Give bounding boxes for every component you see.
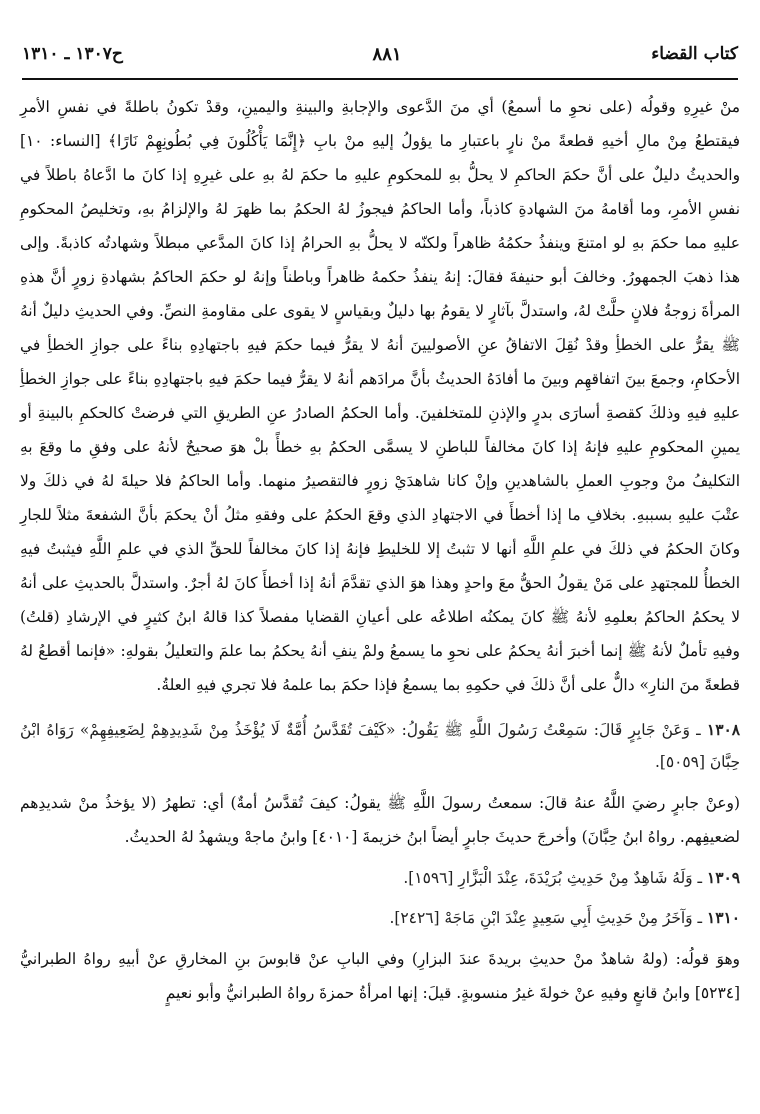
hadith-number: ١٣٠٨ xyxy=(706,721,740,739)
commentary-1308: (وعنْ جابرٍ رضيَ اللَّهُ عنهُ قالَ: سمعتُ رسولَ اللَّهِ ﷺ يقولُ: كيفَ تُقدَّسُ أمةٌ) أي: تطهرُ (لا يؤخذُ منْ شديدِهم لضعيفِهم. رواهُ ابنُ حِبَّانَ) وأخرجَ حديثَ جابرٍ أيضاً ابنُ خزيمةَ [٤٠١٠] وابنُ ماجهْ ويشهدُ لهُ الحديثُ. xyxy=(20,794,740,846)
page-header xyxy=(22,28,738,80)
hadith-number: ١٣١٠ xyxy=(706,909,740,927)
commentary-paragraph: منْ غيرِهِ وقولُه (على نحوِ ما أسمعُ) أي منَ الدَّعوى والإجابةِ والبينةِ واليمينِ، وقدْ تكونُ باطلةً في نفسِ الأمرِ فيقتطعُ مِنْ مالِ أخيهِ قطعةً منْ نارٍ باعتبارِ ما يؤولُ إليهِ منْ بابِ ﴿إِنَّمَا يَأْكُلُونَ فِي بُطُونِهِمْ نَارًا﴾ [النساء: ١٠] والحديثُ دليلٌ على أنَّ حكمَ الحاكمِ لا يحلُّ بهِ للمحكومِ عليهِ ما حكمَ لهُ بهِ على غيرِهِ إذا كانَ ما ادَّعاهُ باطلاً في نفسِ الأمرِ، وما أقامهُ منَ الشهادةِ كاذباً، وأما الحاكمُ فيجوزُ لهُ الحكمُ بما ظهرَ لهُ والإلزامُ بهِ، وتخليصُ المحكومِ عليهِ مما حكمَ بهِ لو امتنعَ وينفذُ حكمُهُ ظاهراً ولكنّه لا يحلُّ بهِ الحرامُ إذا كانَ المدَّعي مبطلاً وشهادتُه كاذبةً. وإلى هذا ذهبَ الجمهورُ. وخالفَ أبو حنيفةَ فقالَ: إنهُ ينفذُ حكمهُ ظاهراً وباطناً وإنهُ لو حكمَ الحاكمُ بشهادةِ زورٍ أنَّ هذهِ المرأةَ زوجةُ فلانٍ حلَّتْ لهُ، واستدلَّ بآثارٍ لا يقومُ بها دليلٌ وبقياسٍ لا يقوى على مقاومةِ النصِّ. وفي الحديثِ دليلٌ أنهُ ﷺ يقرُّ على الخطأِ وقدْ نُقِلَ الاتفاقُ عنِ الأصوليينَ أنهُ لا يقرُّ فيما حكمَ فيهِ باجتهادِهِ بناءً على جوازِ الخطأِ في الأحكامِ، وجمعَ بينَ اتفاقهِم وبينَ ما أفادَهُ الحديثُ بأنَّ مرادَهم أنهُ لا يقرُّ فيما حكمَ فيهِ باجتهادِهِ بناءً على جوازِ الخطأِ عليهِ فيهِ وذلكَ كقصةِ أسارَى بدرٍ والإذنِ للمتخلفينَ. وأما الحكمُ الصادرُ عنِ الطريقِ التي فرضتْ كالحكمِ بالبينةِ أو يمينِ المحكومِ عليهِ فإنهُ إذا كانَ مخالفاً للباطنِ لا يسمَّى الحكمُ بهِ خطأً بلْ هوَ صحيحٌ لأنهُ على وفقِ ما وقعَ بهِ التكليفُ منْ وجوبِ العملِ بالشاهدينِ وإنْ كانا شاهدَيْ زورٍ فالتقصيرُ منهما. وأما الحاكمُ فلا حيلةَ لهُ في ذلكَ ولا عتْبَ عليهِ بسببهِ. بخلافِ ما إذا أخطأَ في الاجتهادِ الذي وقعَ الحكمُ على وفقهِ مثلُ أنْ يحكمَ بأنَّ الشفعةَ مثلاً للجارِ وكانَ الحكمُ في ذلكَ في علمِ اللَّهِ أنها لا تثبتُ إلا للخليطِ فإنهُ إذا كانَ مخالفاً للحقِّ الذي في علمِ اللَّهِ فيثبتُ فيهِ الخطأُ للمجتهدِ على مَنْ يقولُ الحقُّ معَ واحدٍ وهذا هوَ الذي تقدَّمَ أنهُ إذا أخطأَ كانَ لهُ أجرٌ. واستدلَّ بالحديثِ على أنهُ لا يحكمُ الحاكمُ بعلمِهِ لأنهُ ﷺ كانَ يمكنُه اطلاعُه على أعيانِ القضايا مفصلاً كذا قالهُ ابنُ كثيرٍ في الإرشادِ (قلتُ) وفيهِ تأملٌ لأنهُ ﷺ إنما أخبرَ أنهُ يحكمُ على نحوِ ما يسمعُ ولمْ ينفِ أنهُ يحكمُ بما علمَ والتعليلُ بقولهِ: «فإنما أقطعُ لهُ قطعةً منَ النارِ» دالٌّ على أنَّ ذلكَ في حكمِهِ بما يسمعُ فإذا حكمَ بما علمهُ فلا تجري فيهِ العلةُ. xyxy=(20,98,740,694)
header-rule xyxy=(22,78,738,80)
commentary-1310: وهوَ قولُه: (ولهُ شاهدٌ منْ حديثِ بريدةَ عندَ البزارِ) وفي البابِ عنْ قابوسَ بنِ المخارقِ عنْ أبيهِ رواهُ الطبرانيُّ [٥٢٣٤] وابنُ قانعٍ وفيهِ عنْ خولةَ غيرُ منسوبةٍ. قيلَ: إنها امرأةُ حمزةَ رواهُ الطبرانيُّ وأبو نعيمٍ xyxy=(20,950,740,1002)
hadith-text: ـ وَلَهُ شَاهِدٌ مِنْ حَدِيثِ بُرَيْدَةَ، عِنْدَ الْبَزَّارِ [١٥٩٦]. xyxy=(403,869,703,887)
hadith-1308 xyxy=(20,714,740,778)
hadith-number: ١٣٠٩ xyxy=(706,869,740,887)
page-body xyxy=(20,90,740,1114)
page-number: ٨٨١ xyxy=(372,43,402,65)
hadith-range: ح١٣٠٧ ـ ١٣١٠ xyxy=(22,44,123,64)
hadith-1309 xyxy=(20,862,740,894)
hadith-text: ـ وَعَنْ جَابِرٍ قَالَ: سَمِعْتُ رَسُولَ اللَّهِ ﷺ يَقُولُ: «كَيْفَ تُقَدَّسُ أُمَّةٌ لَا يُؤْخَذُ مِنْ شَدِيدِهِمْ لِضَعِيفِهِمْ» رَوَاهُ ابْنُ حِبَّانَ [٥٠٥٩]. xyxy=(20,721,740,771)
book-title: كتاب القضاء xyxy=(651,44,738,64)
hadith-text: ـ وَآخَرُ مِنْ حَدِيثِ أَبِي سَعِيدٍ عِنْدَ ابْنِ مَاجَهْ [٢٤٢٦]. xyxy=(389,909,703,927)
hadith-1310 xyxy=(20,902,740,934)
